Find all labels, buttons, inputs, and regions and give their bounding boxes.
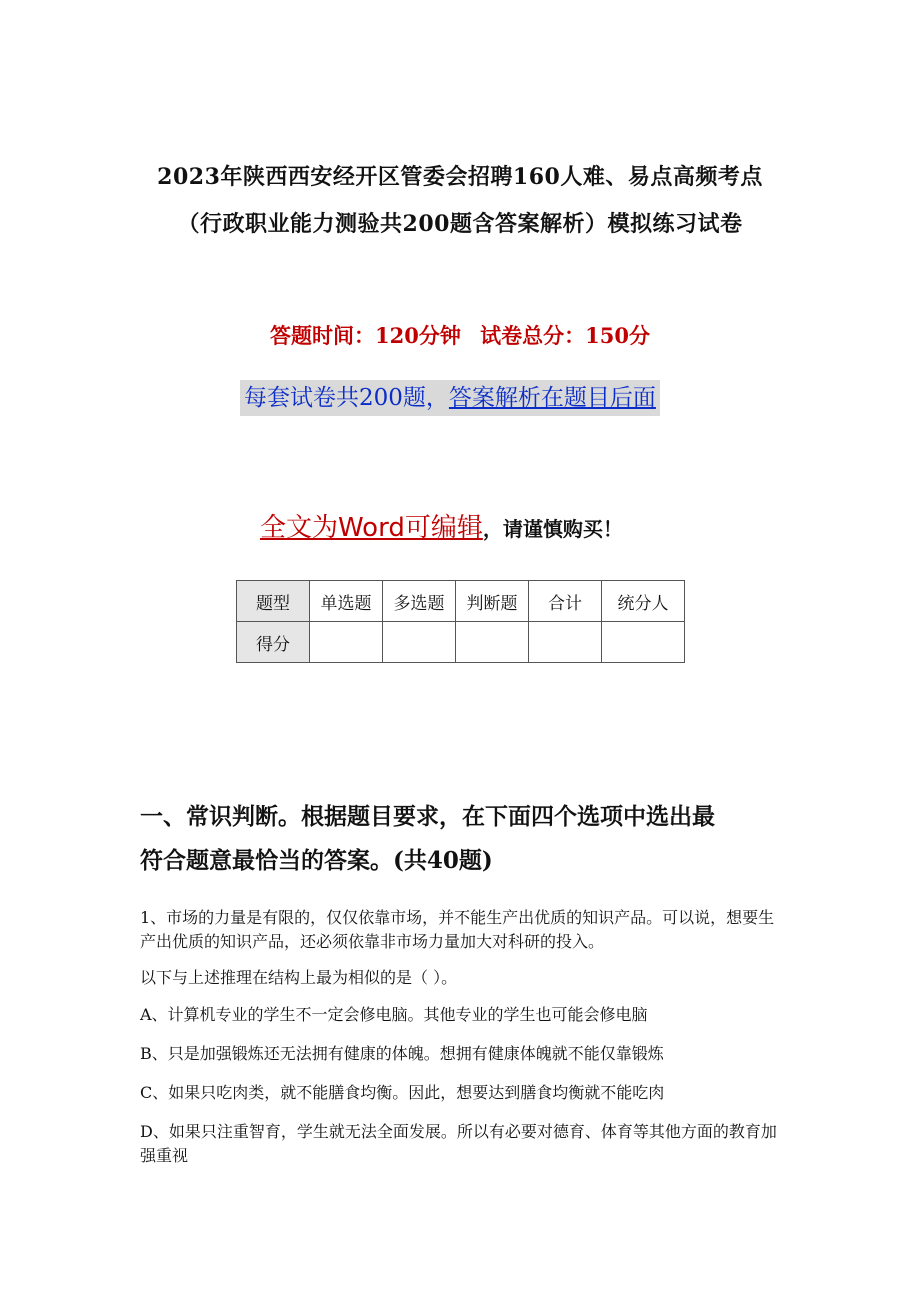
- banner-text: 每套试卷共200题，: [244, 385, 449, 411]
- exam-time: 答题时间：120分钟: [270, 323, 461, 348]
- score-table-header: 统分人: [602, 581, 685, 622]
- score-table: [236, 580, 685, 663]
- score-cell-multi: [383, 622, 456, 663]
- score-cell-grader: [602, 622, 685, 663]
- editable-notice-warning: ，请谨慎购买！: [482, 517, 623, 541]
- option-d: D、如果只注重智育，学生就无法全面发展。所以有必要对德育、体育等其他方面的教育加强重视: [140, 1122, 777, 1165]
- exam-total-score: 试卷总分：150分: [480, 323, 650, 348]
- score-table-header-row: [237, 581, 685, 622]
- question-count-banner: [240, 380, 660, 416]
- score-table-header: 题型: [237, 581, 310, 622]
- score-table-score-row: [237, 622, 685, 663]
- score-table-header: 判断题: [456, 581, 529, 622]
- editable-notice-red: 全文为Word可编辑: [260, 513, 483, 543]
- document-title-line-1: 2023年陕西西安经开区管委会招聘160人难、易点高频考点: [157, 164, 763, 190]
- banner-answer-note: 答案解析在题目后面: [448, 385, 656, 411]
- document-title-line-2: （行政职业能力测验共200题含答案解析）模拟练习试卷: [177, 211, 743, 237]
- option-a: A、计算机专业的学生不一定会修电脑。其他专业的学生也可能会修电脑: [140, 1005, 648, 1024]
- question-prompt: 以下与上述推理在结构上最为相似的是（ ）。: [140, 968, 458, 987]
- score-cell-judge: [456, 622, 529, 663]
- section-heading-line-2: 符合题意最恰当的答案。(共40题): [140, 847, 493, 874]
- score-table-header: 多选题: [383, 581, 456, 622]
- question-stem: 1、市场的力量是有限的，仅仅依靠市场，并不能生产出优质的知识产品。可以说，想要生产出优质的知识产品，还必须依靠非市场力量加大对科研的投入。: [140, 908, 775, 951]
- score-row-label: 得分: [237, 622, 310, 663]
- score-cell-total: [529, 622, 602, 663]
- score-table-header: 单选题: [310, 581, 383, 622]
- editable-notice: [260, 508, 623, 548]
- score-table-header: 合计: [529, 581, 602, 622]
- option-c: C、如果只吃肉类，就不能膳食均衡。因此，想要达到膳食均衡就不能吃肉: [140, 1083, 665, 1102]
- section-heading-line-1: 一、常识判断。根据题目要求，在下面四个选项中选出最: [140, 803, 715, 830]
- score-cell-single: [310, 622, 383, 663]
- exam-info: [0, 320, 920, 350]
- option-b: B、只是加强锻炼还无法拥有健康的体魄。想拥有健康体魄就不能仅靠锻炼: [140, 1044, 664, 1063]
